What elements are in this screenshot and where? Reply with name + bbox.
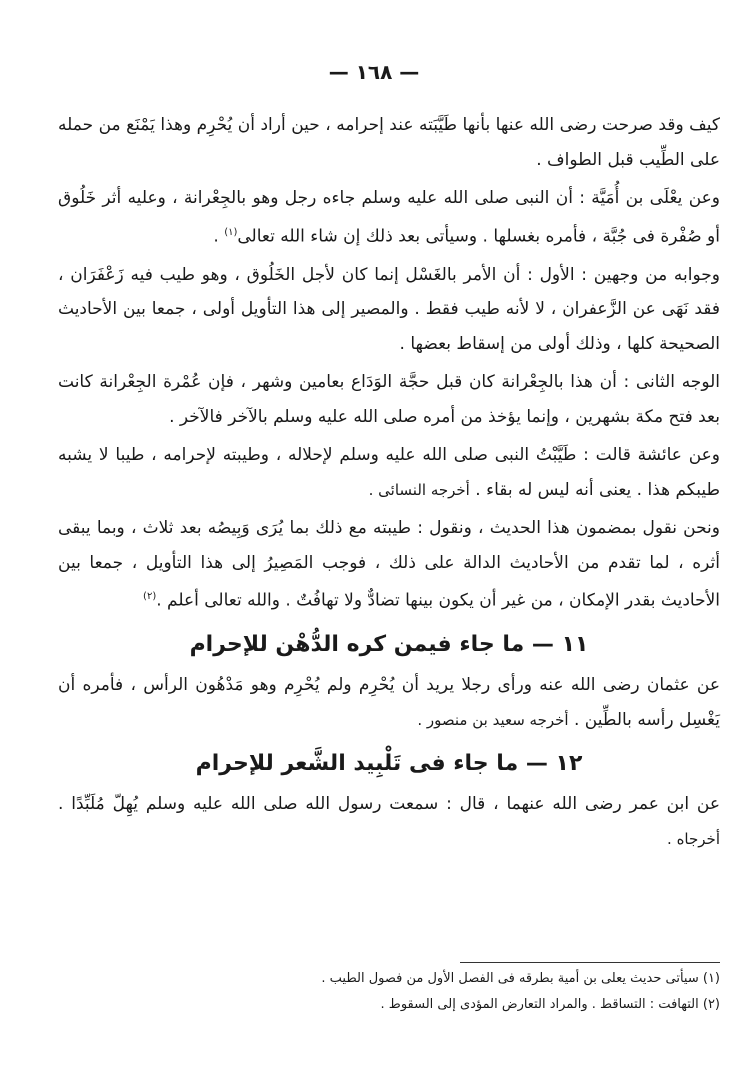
paragraph-2 <box>58 181 720 254</box>
paragraph-6-text: ونحن نقول بمضمون هذا الحديث ، ونقول : طيبته مع ذلك بما يُرَى وَبِيصُه بعد ثلاث ، وبما يبقى أثره ، لما تقدم من الأحاديث الدالة على ذلك ، فوجب المَصِيرُ إلى هذا التأويل ، جمعا بين الأحاديث بقدر الإمكان ، من غير أن يكون بينها تضادٌّ ولا تهافُتٌ . والله تعالى أعلم . <box>58 518 720 611</box>
footnote-marker-2: (٢) <box>143 591 157 603</box>
citation-said: أخرجه سعيد بن منصور . <box>417 710 569 729</box>
paragraph-1: كيف وقد صرحت رضى الله عنها بأنها طَيَّبَته عند إحرامه ، حين أراد أن يُحْرِم وهذا يَمْنَع من حمله على الطِّيب قبل الطواف . <box>58 115 720 170</box>
paragraph-2-text: وعن يعْلَى بن أُمَيَّة : أن النبى صلى الله عليه وسلم جاءه رجل وهو بالجِعْرانة ، وعليه أثر خَلُوق أو صُفْرة فى جُبَّة ، فأمره بغسلها . وسيأتى بعد ذلك إن شاء الله تعالى <box>58 188 720 247</box>
footnote-1: (١) سيأتى حديث يعلى بن أمية بطرقه فى الفصل الأول من فصول الطيب . <box>321 971 720 986</box>
section-12-text <box>58 787 720 856</box>
footnote-marker-1: (١) <box>224 226 238 238</box>
section-12-body: عن ابن عمر رضى الله عنهما ، قال : سمعت رسول الله صلى الله عليه وسلم يُهِلّ مُلَبِّدًا . <box>58 794 720 815</box>
paragraph-4: الوجه الثانى : أن هذا بالجِعْرانة كان قبل حجَّة الوَدَاع بعامين وشهر ، فإن عُمْرة الجِعْرانة كانت بعد فتح مكة بشهرين ، وإنما يؤخذ من أمره صلى الله عليه وسلم بالآخر فالآخر . <box>58 372 720 427</box>
page-number: — ١٦٨ — <box>328 60 420 84</box>
footnotes <box>300 966 720 1018</box>
paragraph-6 <box>58 511 720 618</box>
main-text <box>58 108 720 860</box>
footnote-2: (٢) التهافت : التساقط . والمراد التعارض المؤدى إلى السقوط . <box>380 997 720 1012</box>
paragraph-5-text: وعن عائشة قالت : طَيَّبْتُ النبى صلى الله عليه وسلم لإحلاله ، وطيبته لإحرامه ، طيبا لا يشبه طيبكم هذا . يعنى أنه ليس له بقاء . <box>58 445 720 500</box>
paragraph-5 <box>58 438 720 507</box>
footnote-divider <box>460 962 720 963</box>
citation-akhrajah: أخرجاه . <box>667 829 720 848</box>
paragraph-3: وجوابه من وجهين : الأول : أن الأمر بالغَسْل إنما كان لأجل الخَلُوق ، وهو طيب فيه زَعْفَرَان ، فقد نَهَى عن الزَّعفران ، لا لأنه طيب فقط . والمصير إلى هذا التأويل أولى ، جمعا بين الأحاديث الصحيحة كلها ، وذلك أولى من إسقاط بعضها . <box>58 264 720 354</box>
section-12-heading: ١٢ — ما جاء فى تَلْبِيد الشَّعر للإحرام <box>195 751 583 777</box>
section-11-body: عن عثمان رضى الله عنه ورأى رجلا يريد أن يُحْرِم ولم يُحْرِم وهو مَدْهُون الرأس ، فأمره أن يَغْسِل رأسه بالطِّين . <box>58 675 720 730</box>
section-11-text <box>58 668 720 737</box>
citation-nasai: أخرجه النسائى . <box>368 480 470 499</box>
paragraph-2-end: . <box>213 226 219 247</box>
section-11-heading: ١١ — ما جاء فيمن كره الدُّهْن للإحرام <box>189 632 589 658</box>
